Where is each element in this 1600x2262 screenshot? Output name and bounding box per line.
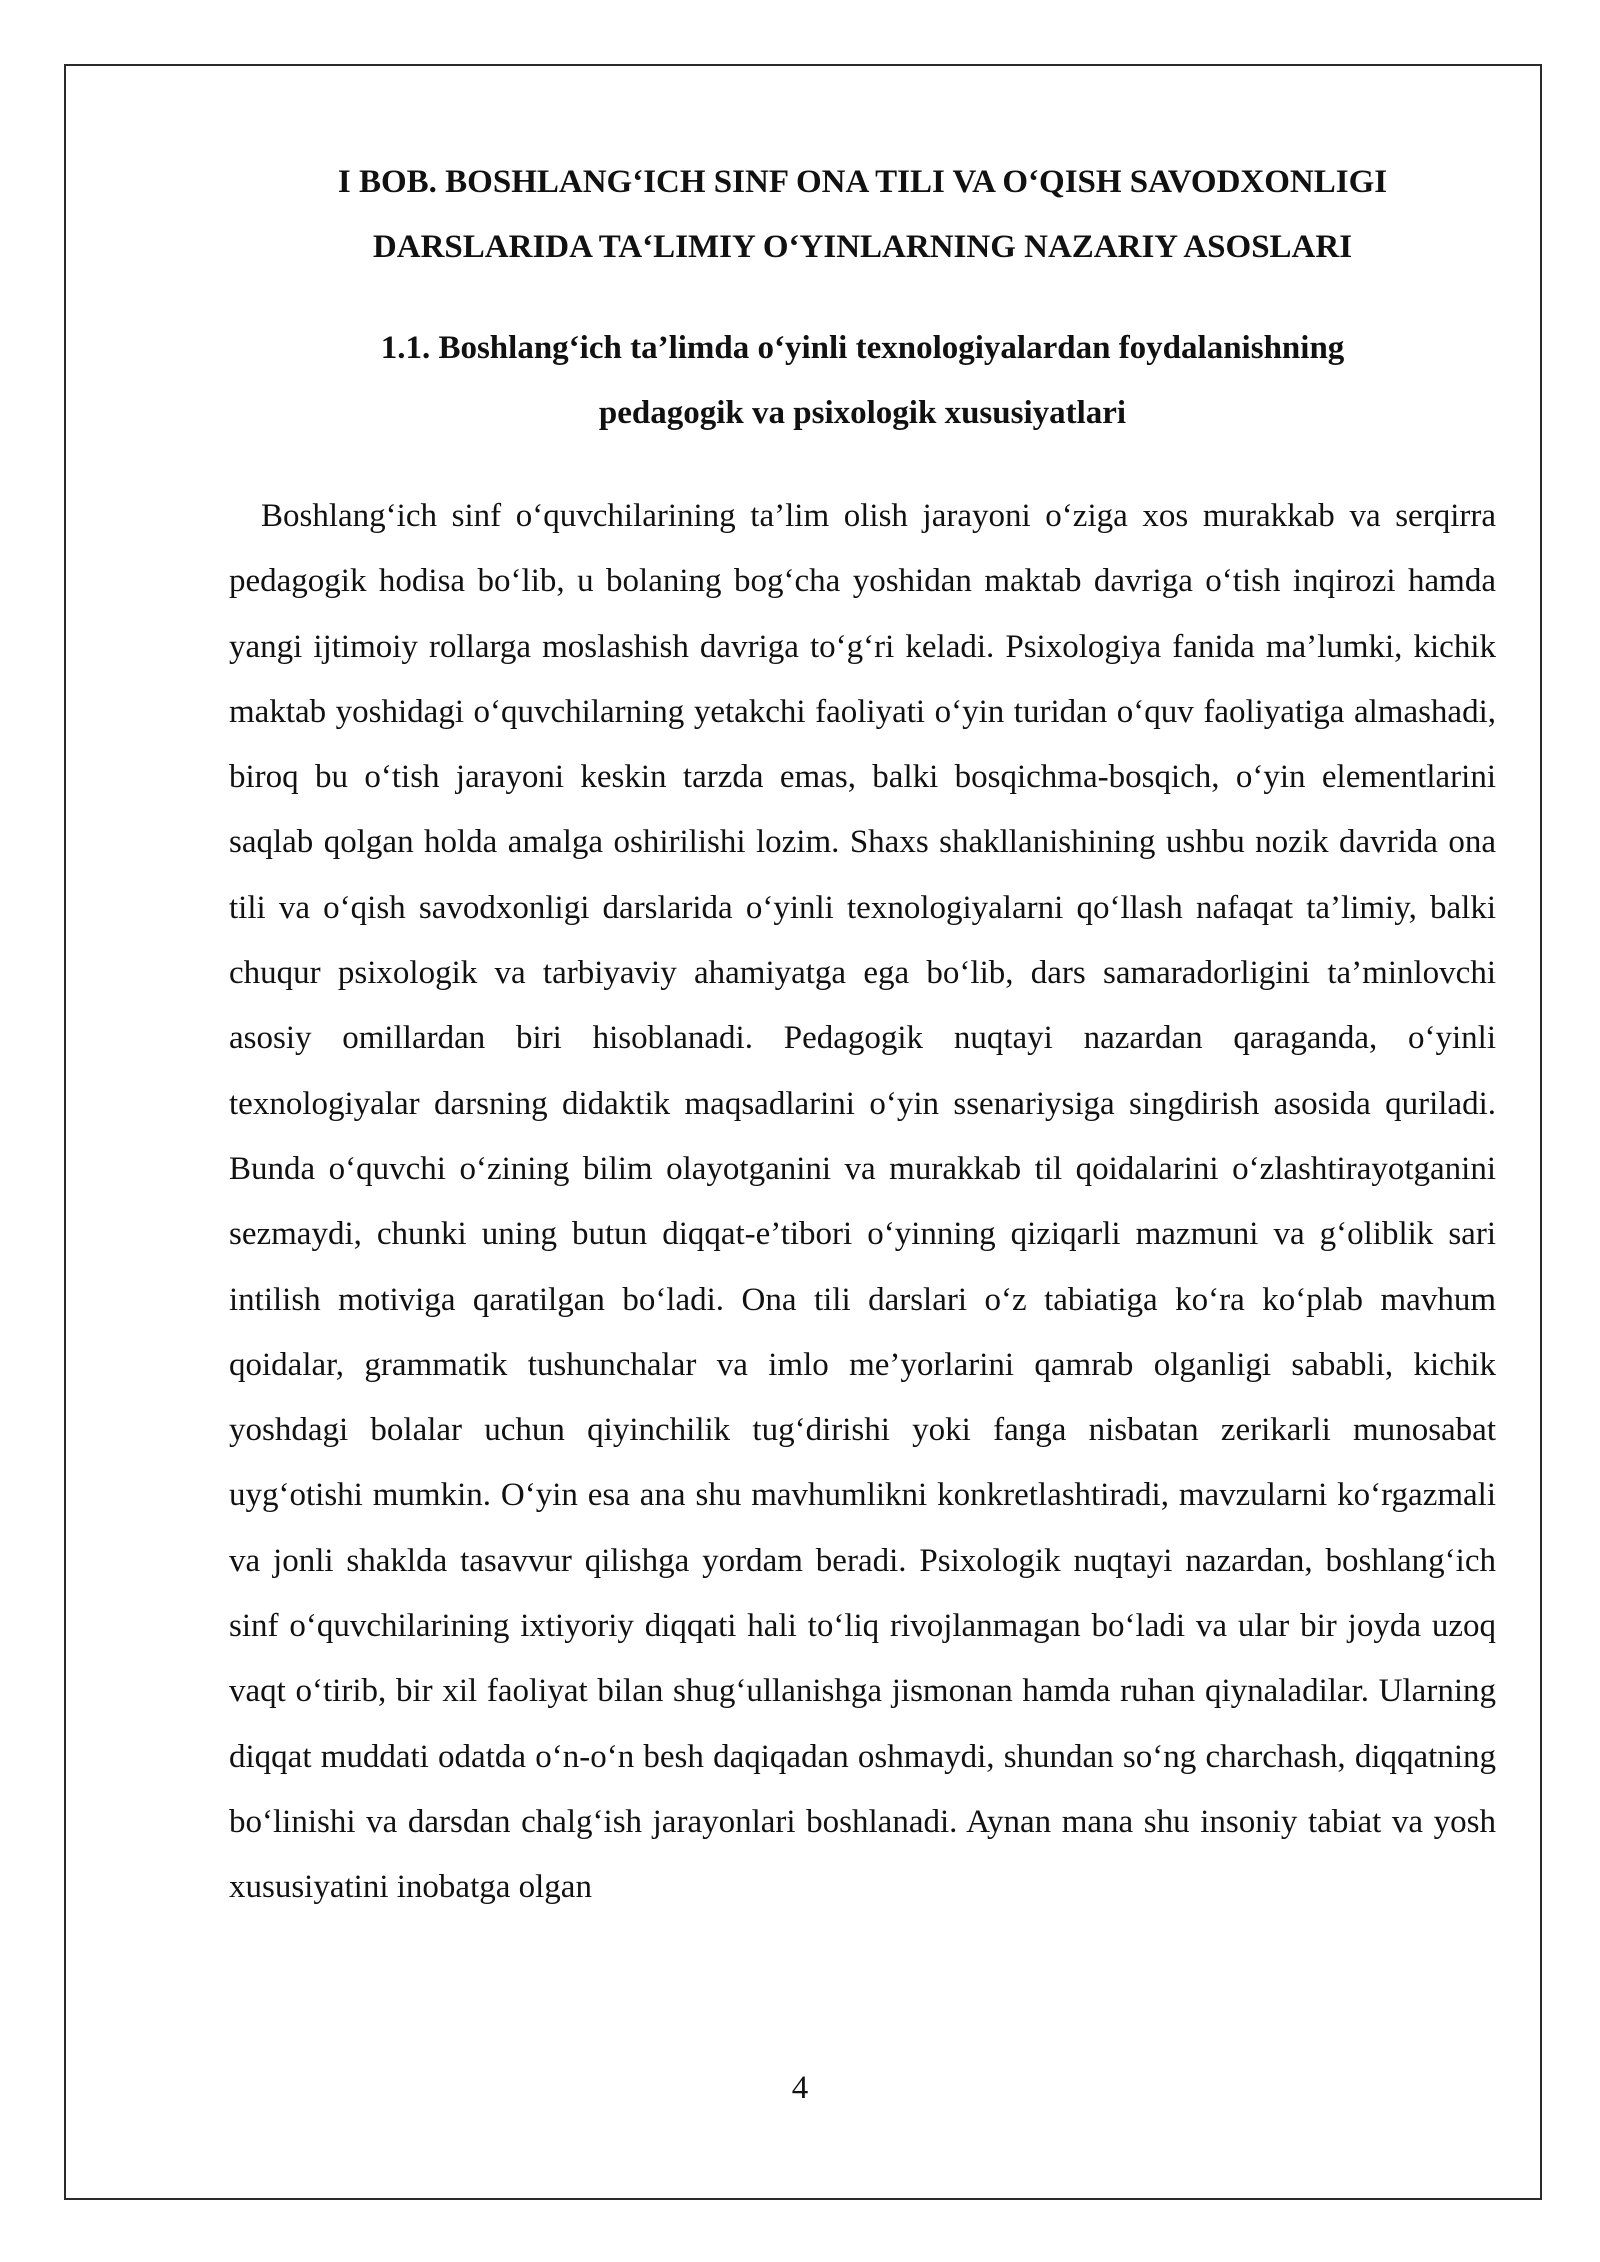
- body-paragraph: Boshlang‘ich sinf o‘quvchilarining ta’lim olish jarayoni o‘ziga xos murakkab va serqirra pedagogik hodisa bo‘lib, u bolaning bog‘cha yoshidan maktab davriga o‘tish inqirozi hamda yangi ijtimoiy rollarga moslashish davriga to‘g‘ri keladi. Psixologiya fanida ma’lumki, kichik maktab yoshidagi o‘quvchilarning yetakchi faoliyati o‘yin turidan o‘quv faoliyatiga almashadi, biroq bu o‘tish jarayoni keskin tarzda emas, balki bosqichma-bosqich, o‘yin elementlarini saqlab qolgan holda amalga oshirilishi lozim. Shaxs shakllanishining ushbu nozik davrida ona tili va o‘qish savodxonligi darslarida o‘yinli texnologiyalarni qo‘llash nafaqat ta’limiy, balki chuqur psixologik va tarbiyaviy ahamiyatga ega bo‘lib, dars samaradorligini ta’minlovchi asosiy omillardan biri hisoblanadi. Pedagogik nuqtayi nazardan qaraganda, o‘yinli texnologiyalar darsning didaktik maqsadlarini o‘yin ssenariysiga singdirish asosida quriladi. Bunda o‘quvchi o‘zining bilim olayotganini va murakkab til qoidalarini o‘zlashtirayotganini sezmaydi, chunki uning butun diqqat-e’tibori o‘yinning qiziqarli mazmuni va g‘oliblik sari intilish motiviga qaratilgan bo‘ladi. Ona tili darslari o‘z tabiatiga ko‘ra ko‘plab mavhum qoidalar, grammatik tushunchalar va imlo me’yorlarini qamrab olganligi sababli, kichik yoshdagi bolalar uchun qiyinchilik tug‘dirishi yoki fanga nisbatan zerikarli munosabat uyg‘otishi mumkin. O‘yin esa ana shu mavhumlikni konkretlashtiradi, mavzularni ko‘rgazmali va jonli shaklda tasavvur qilishga yordam beradi. Psixologik nuqtayi nazardan, boshlang‘ich sinf o‘quvchilarining ixtiyoriy diqqati hali to‘liq rivojlanmagan bo‘ladi va ular bir joyda uzoq vaqt o‘tirib, bir xil faoliyat bilan shug‘ullanishga jismonan hamda ruhan qiynaladilar. Ularning diqqat muddati odatda o‘n-o‘n besh daqiqadan oshmaydi, shundan so‘ng charchash, diqqatning bo‘linishi va darsdan chalg‘ish jarayonlari boshlanadi. Aynan mana shu insoniy tabiat va yosh xususiyatini inobatga olgan: [229, 498, 1496, 1906]
- page-number: 4: [791, 2070, 809, 2106]
- section-title: 1.1. Boshlang‘ich ta’limda o‘yinli texnologiyalardan foydalanishning pedagogik va psixologik xususiyatlari: [380, 330, 1345, 431]
- page-content: [229, 150, 1496, 1921]
- chapter-title: I BOB. BOSHLANG‘ICH SINF ONA TILI VA O‘QISH SAVODXONLIGI DARSLARIDA TA‘LIMIY O‘YINLARNING NAZARIY ASOSLARI: [337, 164, 1388, 265]
